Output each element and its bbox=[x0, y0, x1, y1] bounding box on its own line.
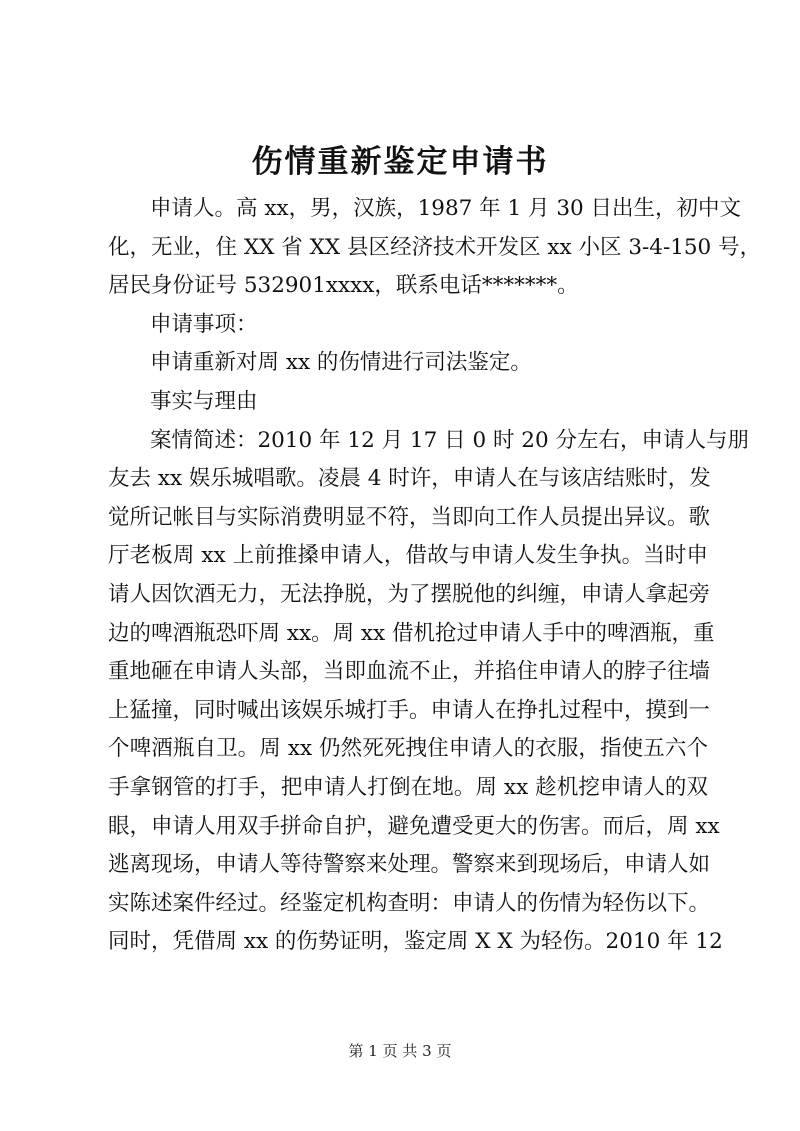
paragraph-line: 眼，申请人用双手拼命自护，避免遭受更大的伤害。而后，周 xx bbox=[108, 813, 720, 839]
section-heading: 事实与理由 bbox=[150, 388, 258, 414]
paragraph-line: 逃离现场，申请人等待警察来处理。警察来到现场后，申请人如 bbox=[108, 852, 711, 878]
paragraph-line: 居民身份证号 532901xxxx，联系电话*******。 bbox=[108, 273, 579, 299]
paragraph-line: 申请重新对周 xx 的伤情进行司法鉴定。 bbox=[150, 350, 532, 376]
paragraph-line: 个啤酒瓶自卫。周 xx 仍然死死拽住申请人的衣服，指使五六个 bbox=[108, 736, 708, 762]
document-body bbox=[108, 190, 762, 962]
paragraph-line: 上猛撞，同时喊出该娱乐城打手。申请人在挣扎过程中，摸到一 bbox=[108, 697, 711, 723]
page-footer: 第 1 页 共 3 页 bbox=[348, 1042, 452, 1060]
paragraph-line: 边的啤酒瓶恐吓周 xx。周 xx 借机抢过申请人手中的啤酒瓶，重 bbox=[108, 620, 715, 646]
paragraph-line: 请人因饮酒无力，无法挣脱，为了摆脱他的纠缠，申请人拿起旁 bbox=[108, 581, 711, 607]
paragraph-line: 案情简述：2010 年 12 月 17 日 0 时 20 分左右，申请人与朋 bbox=[150, 427, 749, 453]
document-title: 伤情重新鉴定申请书 bbox=[251, 144, 549, 180]
paragraph-line: 重地砸在申请人头部，当即血流不止，并掐住申请人的脖子往墙 bbox=[108, 659, 711, 685]
paragraph-line: 手拿钢管的打手，把申请人打倒在地。周 xx 趁机挖申请人的双 bbox=[108, 774, 708, 800]
paragraph-line: 同时，凭借周 xx 的伤势证明，鉴定周 X X 为轻伤。2010 年 12 bbox=[108, 929, 723, 955]
paragraph-line: 实陈述案件经过。经鉴定机构查明：申请人的伤情为轻伤以下。 bbox=[108, 890, 711, 916]
paragraph-line: 厅老板周 xx 上前推搡申请人，借故与申请人发生争执。当时申 bbox=[108, 543, 708, 569]
paragraph-line: 觉所记帐目与实际消费明显不符，当即向工作人员提出异议。歌 bbox=[108, 504, 711, 530]
paragraph-line: 友去 xx 娱乐城唱歌。凌晨 4 时许，申请人在与该店结账时，发 bbox=[108, 466, 711, 492]
section-heading: 申请事项： bbox=[150, 311, 258, 337]
paragraph-line: 申请人。高 xx，男，汉族，1987 年 1 月 30 日出生，初中文 bbox=[150, 196, 742, 221]
paragraph-line: 化，无业，住 XX 省 XX 县区经济技术开发区 xx 小区 3-4-150 号， bbox=[108, 234, 762, 260]
